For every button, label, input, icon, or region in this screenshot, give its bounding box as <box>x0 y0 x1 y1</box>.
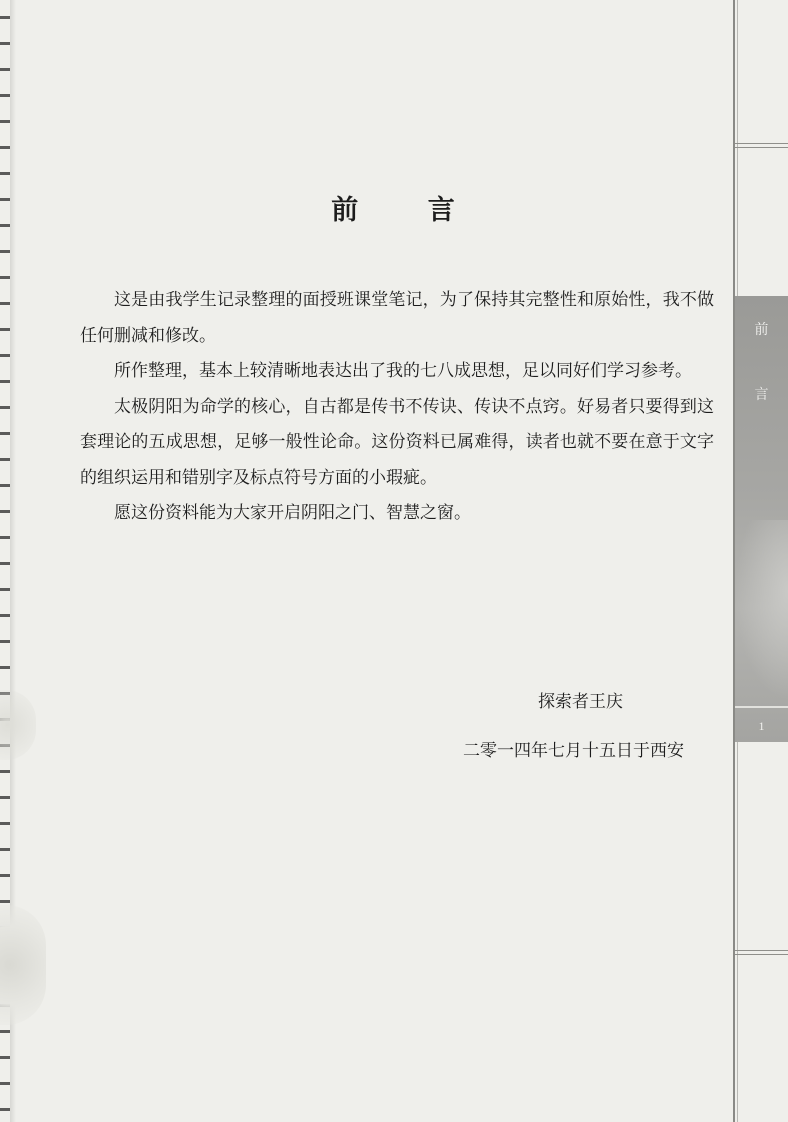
page-number: 1 <box>758 719 765 733</box>
paragraph: 所作整理，基本上较清晰地表达出了我的七八成思想，足以同好们学习参考。 <box>114 361 692 381</box>
chapter-tab-shading <box>735 520 788 700</box>
paragraph: 太极阴阳为命学的核心，自古都是传书不传诀、传诀不点窍。好易者只要得到这套理论的五成思想，足够一般性论命。这份资料已属难得，读者也就不要在意于文字的组织运用和错别字及标点符号方面的小瑕疵。 <box>80 396 714 488</box>
chapter-tab-char: 言 <box>754 387 769 403</box>
paper-stain <box>0 905 46 1025</box>
page-title: 前 言 <box>331 195 485 226</box>
paragraph: 愿这份资料能为大家开启阴阳之门、智慧之窗。 <box>114 503 471 523</box>
author-signature: 探索者王庆 <box>538 692 623 712</box>
paper-stain <box>0 690 36 760</box>
margin-divider <box>735 950 788 955</box>
margin-divider <box>735 143 788 148</box>
paragraph: 这是由我学生记录整理的面授班课堂笔记，为了保持其完整性和原始性，我不做任何删减和修改。 <box>80 290 714 346</box>
chapter-tab-divider <box>735 706 788 708</box>
signature-date: 二零一四年七月十五日于西安 <box>463 741 684 761</box>
preface-body <box>80 283 714 532</box>
chapter-tab-char: 前 <box>754 322 769 338</box>
